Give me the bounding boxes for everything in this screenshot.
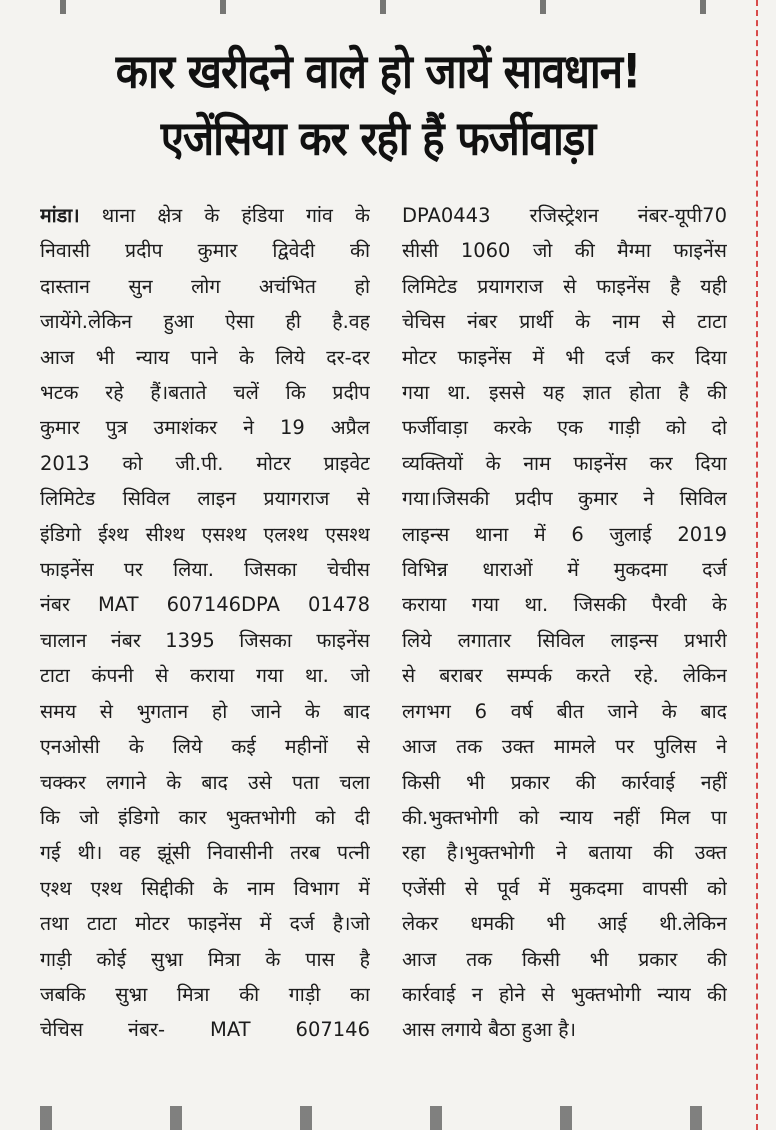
article-line: 2013 को जी.पी. मोटर प्राइवेट — [40, 451, 370, 475]
article-line: कि जो इंडिगो कार भुक्तभोगी को दी — [40, 805, 370, 829]
article-line: चेचिस नंबर- MAT 607146 — [40, 1018, 370, 1042]
article-line: रहा है।भुक्तभोगी ने बताया की उक्त — [402, 841, 727, 865]
article-line: लिये लगातार सिविल लाइन्स प्रभारी — [402, 628, 727, 652]
page-edge-rule — [756, 0, 758, 1130]
article-line: सीसी 1060 जो की मैग्मा फाइनेंस — [402, 239, 727, 263]
article-line: गाड़ी कोई सुभ्रा मित्रा के पास है — [40, 947, 370, 971]
article-line: विभिन्न धाराओं में मुकदमा दर्ज — [402, 558, 727, 582]
article-line: इंडिगो ईश्थ सीश्थ एसश्थ एलश्थ एसश्थ — [40, 522, 370, 546]
article-line: फर्जीवाड़ा करके एक गाड़ी को दो — [402, 416, 727, 440]
article-line: एजेंसी से पूर्व में मुकदमा वापसी को — [402, 876, 727, 900]
article-line: आज भी न्याय पाने के लिये दर-दर — [40, 345, 370, 369]
article-line: दास्तान सुन लोग अचंभित हो — [40, 274, 370, 298]
article-line: समय से भुगतान हो जाने के बाद — [40, 699, 370, 723]
article-line: किसी भी प्रकार की कार्रवाई नहीं — [402, 770, 727, 794]
article-line: लिमिटेड प्रयागराज से फाइनेंस है यही — [402, 274, 727, 298]
article-line: आज तक उक्त मामले पर पुलिस ने — [402, 735, 727, 759]
article-column-left — [40, 198, 370, 1048]
article-line: की.भुक्तभोगी को न्याय नहीं मिल पा — [402, 805, 727, 829]
article-line: चालान नंबर 1395 जिसका फाइनेंस — [40, 628, 370, 652]
article-line: गई थी। वह झूंसी निवासीनी तरब पत्नी — [40, 841, 370, 865]
article-line: एश्थ एश्थ सिद्दीकी के नाम विभाग में — [40, 876, 370, 900]
dateline: मांडा। — [40, 204, 80, 227]
article-line: लेकर धमकी भी आई थी.लेकिन — [402, 912, 727, 936]
article-line: तथा टाटा मोटर फाइनेंस में दर्ज है।जो — [40, 912, 370, 936]
article-line: टाटा कंपनी से कराया गया था. जो — [40, 664, 370, 688]
headline-line-1: कार खरीदने वाले हो जायें सावधान! — [115, 43, 641, 99]
article-line: जबकि सुभ्रा मित्रा की गाड़ी का — [40, 982, 370, 1006]
article-line: चक्कर लगाने के बाद उसे पता चला — [40, 770, 370, 794]
article-line — [40, 198, 370, 233]
article-line: DPA0443 रजिस्ट्रेशन नंबर-यूपी70 — [402, 204, 727, 227]
article-line-text: थाना क्षेत्र के हंडिया गांव के — [79, 204, 370, 227]
article-column-right — [402, 198, 727, 1048]
article-line: गया था. इससे यह ज्ञात होता है की — [402, 381, 727, 405]
article-line: मोटर फाइनेंस में भी दर्ज कर दिया — [402, 345, 727, 369]
article-line: लगभग 6 वर्ष बीत जाने के बाद — [402, 699, 727, 723]
article-line: कराया गया था. जिसकी पैरवी के — [402, 593, 727, 617]
clipped-next-article — [0, 1106, 776, 1130]
article-line: फाइनेंस पर लिया. जिसका चेचीस — [40, 558, 370, 582]
article-line: चेचिस नंबर प्रार्थी के नाम से टाटा — [402, 310, 727, 334]
article-line: लाइन्स थाना में 6 जुलाई 2019 — [402, 522, 727, 546]
article-line: से बराबर सम्पर्क करते रहे. लेकिन — [402, 664, 727, 688]
article-line: कुमार पुत्र उमाशंकर ने 19 अप्रैल — [40, 416, 370, 440]
article-line: गया।जिसकी प्रदीप कुमार ने सिविल — [402, 487, 727, 511]
clipped-previous-article — [0, 0, 776, 14]
article-line: नंबर MAT 607146DPA 01478 — [40, 593, 370, 617]
article-line: व्यक्तियों के नाम फाइनेंस कर दिया — [402, 451, 727, 475]
article-line: आस लगाये बैठा हुआ है। — [402, 1018, 577, 1042]
article-line: एनओसी के लिये कई महीनों से — [40, 735, 370, 759]
article-line: निवासी प्रदीप कुमार द्विवेदी की — [40, 239, 370, 263]
article-line: भटक रहे हैं।बताते चलें कि प्रदीप — [40, 381, 370, 405]
article-line: कार्रवाई न होने से भुक्तभोगी न्याय की — [402, 982, 727, 1006]
headline-line-2: एजेंसिया कर रही हैं फर्जीवाड़ा — [160, 110, 596, 166]
article-line: लिमिटेड सिविल लाइन प्रयागराज से — [40, 487, 370, 511]
article-line: जायेंगे.लेकिन हुआ ऐसा ही है.वह — [40, 310, 370, 334]
article-line: आज तक किसी भी प्रकार की — [402, 947, 727, 971]
headline — [20, 38, 736, 172]
